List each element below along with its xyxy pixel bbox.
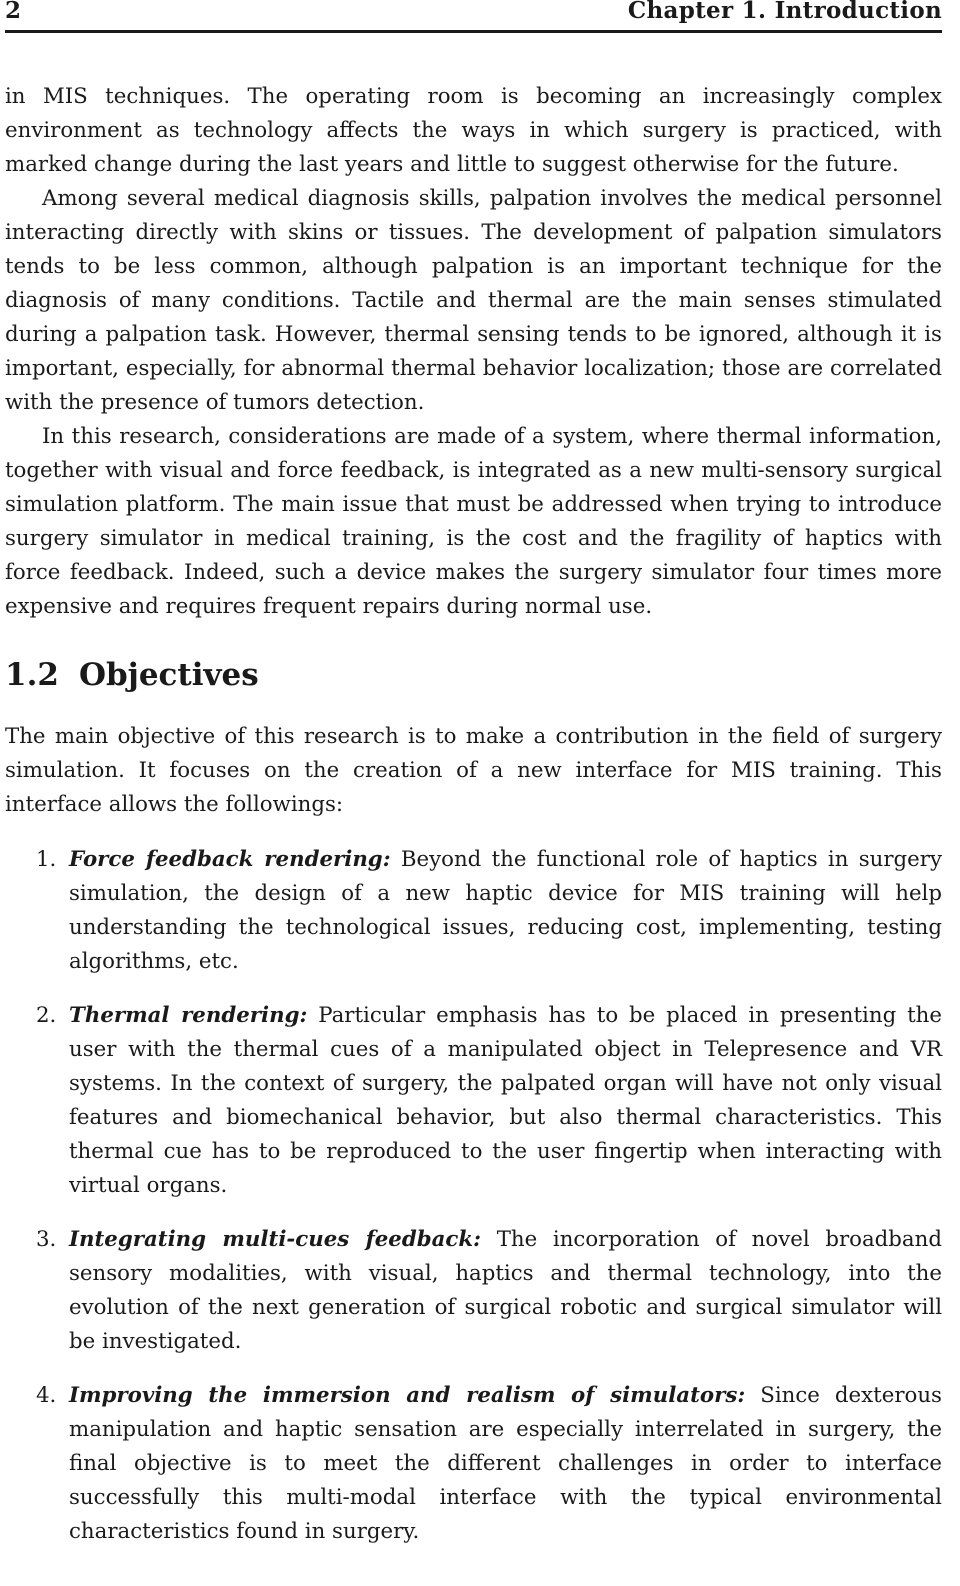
list-marker: 2. (36, 1003, 57, 1028)
list-item (5, 843, 942, 979)
section-intro: The main objective of this research is to make a contribution in the field of surgery simulation. It focuses on the creation of a new interface for MIS training. This interface allows the followings: (5, 724, 942, 817)
section-heading (5, 655, 942, 695)
body-paragraph: Among several medical diagnosis skills, palpation involves the medical personnel interacting directly with skins or tissues. The development of palpation simulators tends to be less common, although palpation is an important technique for the diagnosis of many conditions. Tactile and thermal are the main senses stimulated during a palpation task. However, thermal sensing tends to be ignored, although it is important, especially, for abnormal thermal behavior localization; those are correlated with the presence of tumors detection. (5, 186, 942, 415)
body-paragraph: in MIS techniques. The operating room is becoming an increasingly complex environment as technology affects the ways in which surgery is practiced, with marked change during the last years and little to suggest otherwise for the future. (5, 84, 942, 177)
list-item (5, 1223, 942, 1359)
item-text: Beyond the functional role of haptics in surgery simulation, the design of a new haptic device for MIS training will help understanding the technological issues, reducing cost, implementing, testing algorithms, etc. (69, 847, 942, 974)
body-paragraph: In this research, considerations are made of a system, where thermal information, together with visual and force feedback, is integrated as a new multi-sensory surgical simulation platform. The main issue that must be addressed when trying to introduce surgery simulator in medical training, is the cost and the fragility of haptics with force feedback. Indeed, such a device makes the surgery simulator four times more expensive and requires frequent repairs during normal use. (5, 424, 942, 619)
item-text: The incorporation of novel broadband sensory modalities, with visual, haptics and thermal technology, into the evolution of the next generation of surgical robotic and surgical simulator will be investigated. (69, 1227, 942, 1354)
page-number: 2 (5, 0, 22, 24)
section-number: 1.2 (5, 657, 59, 693)
objectives-list (5, 843, 942, 1549)
list-item (5, 1379, 942, 1549)
running-header (5, 0, 942, 33)
list-item (5, 999, 942, 1203)
list-marker: 3. (36, 1227, 57, 1252)
item-term: Improving the immersion and realism of simulators: (69, 1383, 746, 1408)
section-title: Objectives (78, 657, 259, 693)
item-term: Thermal rendering: (69, 1003, 308, 1028)
chapter-title: Chapter 1. Introduction (627, 0, 942, 24)
item-term: Force feedback rendering: (69, 847, 391, 872)
item-text: Since dexterous manipulation and haptic sensation are especially interrelated in surgery, the final objective is to meet the different challenges in order to interface successfully this multi-modal interface with the typical environmental characteristics found in surgery. (69, 1383, 942, 1544)
list-marker: 4. (36, 1383, 57, 1408)
item-term: Integrating multi-cues feedback: (69, 1227, 481, 1252)
item-text: Particular emphasis has to be placed in presenting the user with the thermal cues of a manipulated object in Telepresence and VR systems. In the context of surgery, the palpated organ will have not only visual features and biomechanical behavior, but also thermal characteristics. This thermal cue has to be reproduced to the user fingertip when interacting with virtual organs. (69, 1003, 942, 1198)
document-page (5, 0, 942, 1569)
list-marker: 1. (36, 847, 57, 872)
